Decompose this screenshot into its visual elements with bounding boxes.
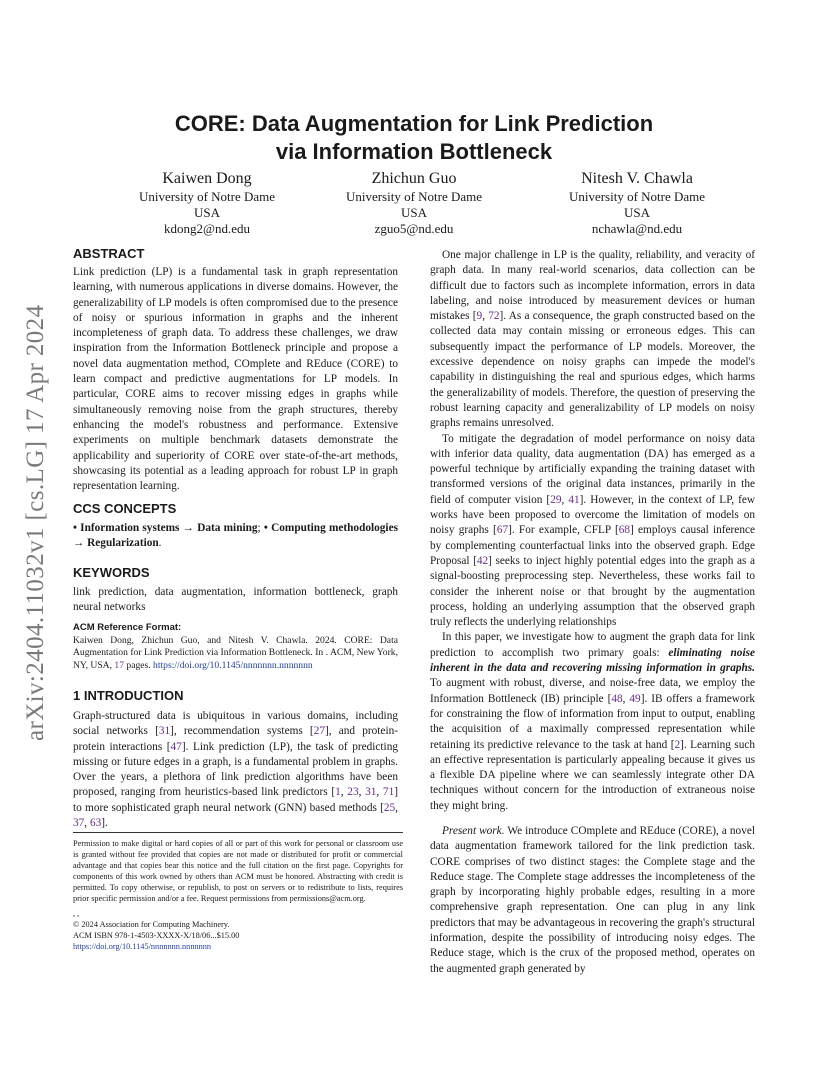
citation-link[interactable]: 41: [568, 493, 580, 506]
citation-link[interactable]: 1: [335, 786, 341, 799]
citation-link[interactable]: 47: [170, 740, 182, 753]
right-column: [430, 248, 755, 977]
citation-link[interactable]: 67: [496, 524, 509, 537]
citation-link[interactable]: 68: [618, 524, 631, 537]
footnote-block: [73, 838, 403, 952]
citation-link[interactable]: 42: [476, 554, 489, 567]
acm-reference-heading: ACM Reference Format:: [73, 622, 182, 633]
footnote-divider: [73, 832, 403, 833]
footnote-doi-link[interactable]: https://doi.org/10.1145/nnnnnnn.nnnnnnn: [73, 942, 212, 951]
author-block: [309, 169, 519, 237]
abstract-heading: ABSTRACT: [73, 246, 145, 261]
abstract-paragraph: Link prediction (LP) is a fundamental task in graph representation learning, with numerous applications in diverse domains. However, the generalizability of LP models is often compromised due to the presence of noisy or spurious information in graphs and the inherent incompleteness of graph data. To address these challenges, we draw inspiration from the Information Bottleneck principle and propose a novel data augmentation method, COmplete and REduce (CORE) to learn compact and predictive augmentations for LP models. In particular, CORE aims to recover missing edges in graphs while simultaneously removing noise from the graph structures, thereby enhancing the model's robustness and performance. Extensive experiments on multiple benchmark datasets demonstrate the applicability and superiority of CORE over state-of-the-art methods, showcasing its potential as a leading approach for robust LP in graph representation learning.: [73, 266, 398, 493]
title-line-2: via Information Bottleneck: [275, 139, 553, 164]
ccs-concept: • Information systems → Data mining: [73, 522, 258, 534]
citation-link[interactable]: 63: [89, 817, 102, 830]
keywords-heading: KEYWORDS: [73, 565, 150, 580]
citation-link[interactable]: 25: [383, 801, 396, 814]
intro-heading: 1 INTRODUCTION: [73, 688, 184, 703]
citation-link[interactable]: 27: [313, 725, 325, 738]
author-email: zguo5@nd.edu: [374, 221, 454, 236]
present-work-paragraph: Present work. We introduce COmplete and REduce (CORE), a novel data augmentation framework tailored for the link prediction task. CORE comprises of two distinct stages: the Complete stage and the Reduce stage. The Complete stage addresses the incompleteness of the graph by incorporating highly probable edges, resulting in a more comprehensive graph representation. One can plug in any link predictors that may be advantageous in recovering the graph's structural information, despite the possibility of introducing noisy edges. The Reduce stage, which is the crux of the proposed method, operates on the augmented graph generated by: [430, 824, 755, 975]
author-affiliation: University of Notre Dame: [568, 189, 706, 204]
intro-text: [73, 709, 398, 831]
citation-link[interactable]: 29: [550, 493, 562, 506]
author-affiliation: University of Notre Dame: [345, 189, 483, 204]
arxiv-identifier: arXiv:2404.11032v1 [cs.LG] 17 Apr 2024: [22, 304, 49, 742]
title-line-1: CORE: Data Augmentation for Link Prediction: [174, 111, 654, 136]
ccs-text: [73, 521, 398, 552]
author-name: Nitesh V. Chawla: [581, 170, 693, 187]
keywords-list: link prediction, data augmentation, information bottleneck, graph neural networks: [73, 586, 398, 614]
author-name: Zhichun Guo: [371, 170, 457, 187]
ccs-separator: ;: [257, 522, 264, 534]
ccs-heading: CCS CONCEPTS: [73, 501, 177, 516]
ccs-concept: • Computing methodologies → Regularization: [73, 522, 398, 550]
keywords-text: [73, 585, 398, 616]
author-affiliation: University of Notre Dame: [138, 189, 276, 204]
citation-link[interactable]: 72: [488, 310, 500, 323]
author-name: Kaiwen Dong: [162, 170, 252, 187]
citation-link[interactable]: 37: [73, 817, 85, 830]
citation-link[interactable]: 49: [629, 692, 641, 705]
body-paragraph: To mitigate the degradation of model performance on noisy data with inferior data quality, data augmentation (DA) has emerged as a powerful technique by artificially expanding the training dataset with transformed versions of the original data instances, primarily in the field of computer vision [29, 41]. However, in the context of LP, few works have been proposed to overcome the limitation of models on noisy graphs [67]. For example, CFLP [68] employs causal inference by complementing counterfactual links into the observed graph. Edge Proposal [42] seeks to inject highly potential edges into the graph as a signal-boosting preprocessing step. Nevertheless, these works fail to consider the inherent noise or that brought by the augmentation process, holding an underlying assumption that the observed graph truly reflects the underlying relationships: [430, 432, 756, 629]
doi-link[interactable]: https://doi.org/10.1145/nnnnnnn.nnnnnnn: [153, 659, 313, 671]
isbn-text: ACM ISBN 978-1-4503-XXXX-X/18/06...$15.00: [73, 931, 240, 940]
present-work-lead: Present work.: [442, 824, 505, 837]
emphasis-text: eliminating noise inherent in the data and recovering missing information in graphs.: [430, 646, 756, 675]
citation-link[interactable]: 9: [476, 310, 483, 323]
author-country: USA: [400, 205, 427, 220]
intro-paragraph: Graph-structured data is ubiquitous in various domains, including social networks [31], recommendation systems [27], and protein-protein interactions [47]. Link prediction (LP), the task of predicting missing or future edges in a graph, is a fundamental problem in graphs. Over the years, a plethora of link prediction algorithms have been proposed, ranging from heuristics-based link predictors [1, 23, 31, 71] to more sophisticated graph neural network (GNN) based methods [25, 37, 63].: [73, 710, 398, 830]
author-block: [532, 169, 742, 237]
author-country: USA: [193, 205, 220, 220]
permission-notice: Permission to make digital or hard copies of all or part of this work for personal or classroom use is granted without fee provided that copies are not made or distributed for profit or commercial advantage and that copies bear this notice and the full citation on the first page. Copyrights for components of this work owned by others than ACM must be honored. Abstracting with credit is permitted. To copy otherwise, or republish, to post on servers or to redistribute to lists, requires prior specific permission and/or a fee. Request permissions from permissions@acm.org.: [73, 839, 403, 903]
author-country: USA: [623, 205, 650, 220]
acm-reference-pages: pages.: [124, 659, 154, 671]
copyright-notice: © 2024 Association for Computing Machinery.: [73, 920, 230, 929]
citation-link[interactable]: 71: [382, 786, 395, 799]
citation-link[interactable]: 31: [365, 786, 377, 799]
body-paragraph: In this paper, we investigate how to augment the graph data for link prediction to accomplish two primary goals: eliminating noise inherent in the data and recovering missing information in graphs. To augment with robust, diverse, and noise-free data, we employ the Information Bottleneck (IB) principle [48, 49]. IB offers a framework for constraining the flow of information from input to output, enabling the acquisition of a maximally compressed representation while retaining its predictive relevance to the task at hand [2]. Learning such an effective representation is particularly appealing because it gives us a flexible DA pipeline where we can seamlessly integrate other DA techniques without concern for the introduction of extraneous noise they might bring.: [430, 631, 756, 812]
paper-title: [44, 110, 784, 166]
venue-placeholder: , ,: [73, 909, 80, 918]
acm-reference: [73, 622, 398, 672]
acm-reference-text: Kaiwen Dong, Zhichun Guo, and Nitesh V. Chawla. 2024. CORE: Data Augmentation for Link Prediction via Information Bottleneck. In . ACM, New York, NY, USA,: [73, 634, 398, 671]
author-email: nchawla@nd.edu: [591, 221, 683, 236]
body-paragraph: One major challenge in LP is the quality, reliability, and veracity of graph data. In many real-world scenarios, data collection can be difficult due to factors such as incomplete information, errors in data labeling, and noise introduced by measurement devices or human mistakes [9, 72]. As a consequence, the graph constructed based on the collected data may contain missing or erroneous edges. This can subsequently impact the performance of LP models. Moreover, the excessive dependence on noisy graphs can impede the model's capability in distinguishing the real and spurious edges, which harms the generalizability of models. Therefore, the question of preserving the robust learning capacity and generalizability of LP models on noisy graphs remains unresolved.: [430, 249, 755, 430]
citation-link[interactable]: 31: [158, 725, 171, 738]
author-block: [102, 169, 312, 237]
citation-link[interactable]: 48: [611, 692, 623, 705]
author-email: kdong2@nd.edu: [164, 221, 250, 236]
ccs-end: .: [158, 537, 162, 550]
citation-link[interactable]: 2: [674, 738, 681, 751]
citation-link[interactable]: 23: [347, 786, 359, 799]
abstract-text: [73, 265, 398, 494]
page-count-link[interactable]: 17: [114, 659, 124, 671]
